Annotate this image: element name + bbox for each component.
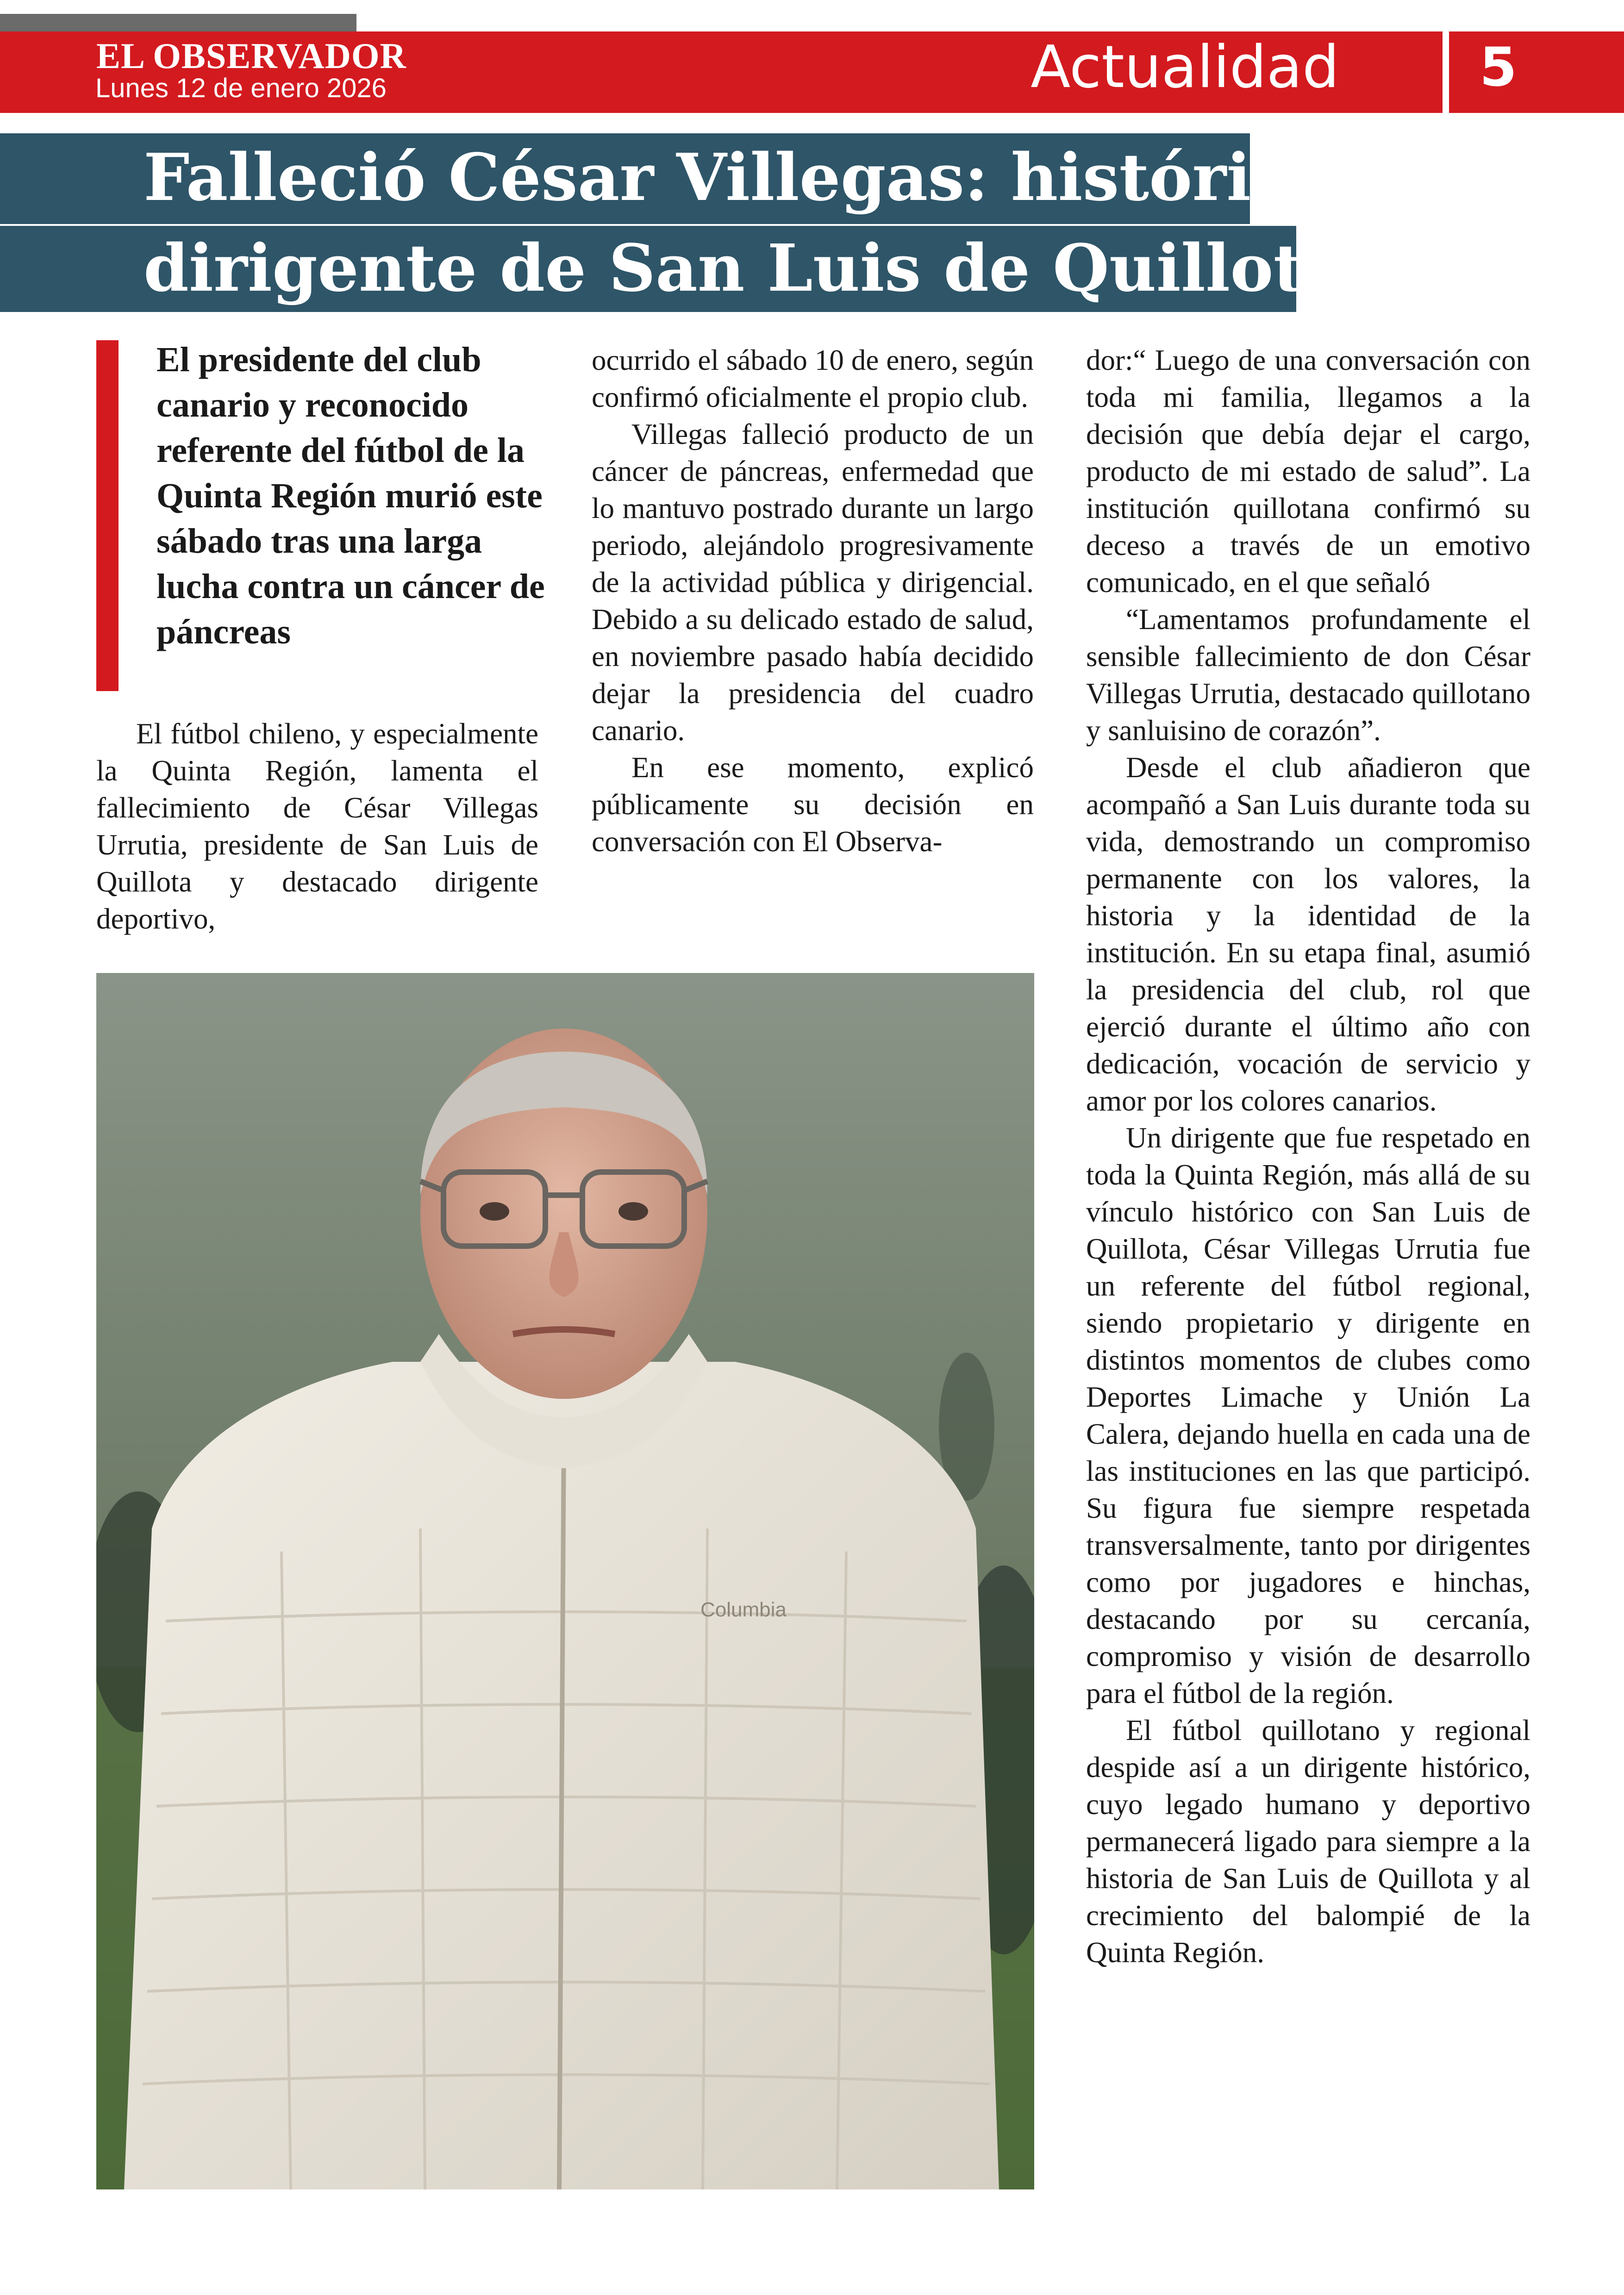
article-column-2 [592,342,1034,860]
subhead-accent-bar [96,340,119,691]
article-column-1 [96,715,538,937]
paragraph: El fútbol chileno, y especialmente la Quinta Región, lamenta el fallecimiento de César Villegas Urrutia, presidente de San Luis de Quillota y destacado dirigente deportivo, [96,717,538,935]
page-number: 5 [1480,36,1517,99]
paragraph: Villegas falleció producto de un cáncer de páncreas, enfermedad que lo mantuvo postrado durante un largo periodo, alejándolo progresivamente de la actividad pública y dirigencial. Debido a su delicado estado de salud, en noviembre pasado había decidido dejar la presidencia del cuadro canario. [592,418,1034,747]
paragraph: dor:“ Luego de una conversación con toda mi familia, llegamos a la decisión que debía dejar el cargo, producto de mi estado de salud”. La institución quillotana confirmó su deceso a través de un emotivo comunicado, en el que señaló [1086,344,1530,599]
issue-date: Lunes 12 de enero 2026 [95,73,387,103]
paragraph: En ese momento, explicó públicamente su decisión en conversación con El Observa- [592,751,1034,858]
article-column-3 [1086,342,1530,1971]
headline-line-1: Falleció César Villegas: histórico [0,133,1250,224]
headline-line-2: dirigente de San Luis de Quillota [0,226,1296,312]
subhead: El presidente del club canario y reconocido referente del fútbol de la Quinta Región murió este sábado tras una larga lucha contra un cáncer de páncreas [156,340,545,651]
section-title: Actualidad [1031,33,1339,101]
paragraph: Desde el club añadieron que acompañó a San Luis durante toda su vida, demostrando un compromiso permanente con los valores, la historia y la identidad de la institución. En su etapa final, asumió la presidencia del club, rol que ejerció durante el último año con dedicación, vocación de servicio y amor por los colores canarios. [1086,751,1530,1117]
paragraph: Un dirigente que fue respetado en toda la Quinta Región, más allá de su vínculo histórico con San Luis de Quillota, César Villegas Urrutia fue un referente del fútbol regional, siendo propietario y dirigente en distintos momentos de clubes como Deportes Limache y Unión La Calera, dejando huella en cada una de las instituciones en las que participó. Su figura fue siempre respetada transversalmente, tanto por dirigentes como por jugadores e hinchas, destacando por su cercanía, compromiso y visión de desarrollo para el fútbol de la región. [1086,1122,1530,1709]
jacket-logo: Columbia [700,1598,787,1621]
header-divider [1443,31,1449,113]
paragraph: El fútbol quillotano y regional despide así a un dirigente histórico, cuyo legado humano y deportivo permanecerá ligado para siempre a la historia de San Luis de Quillota y al crecimiento del balompié de la Quinta Región. [1086,1714,1530,1969]
portrait-photo [96,973,1034,2189]
paragraph: ocurrido el sábado 10 de enero, según confirmó oficialmente el propio club. [592,344,1034,413]
top-gray-strip [0,14,356,31]
masthead: EL OBSERVADOR [96,36,406,76]
paragraph: “Lamentamos profundamente el sensible fallecimiento de don César Villegas Urrutia, destacado quillotano y sanluisino de corazón”. [1086,603,1530,747]
